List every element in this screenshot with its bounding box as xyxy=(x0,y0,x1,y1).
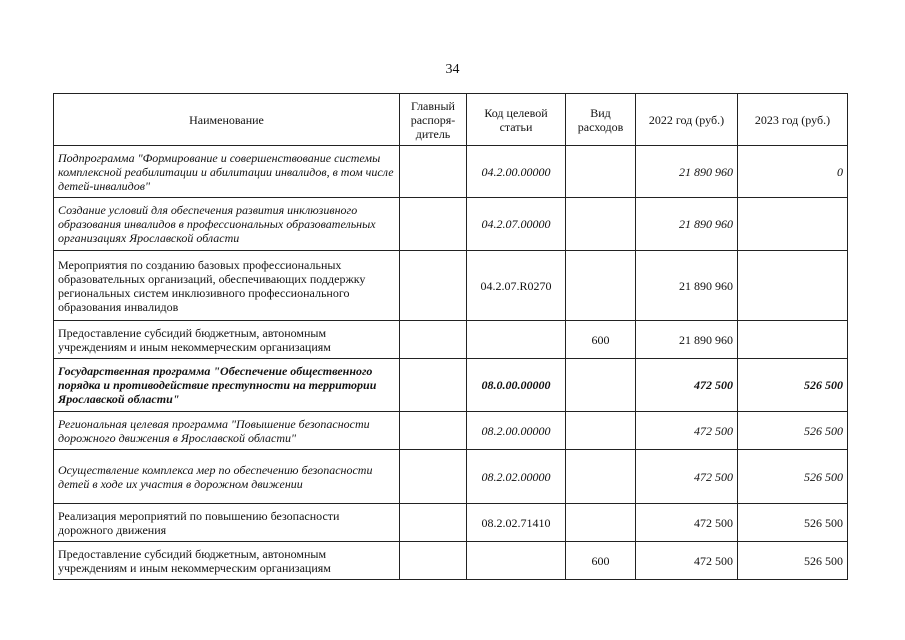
row-vid xyxy=(566,146,636,198)
header-name: Наименование xyxy=(54,94,400,146)
row-2022: 472 500 xyxy=(636,412,738,450)
row-2022: 472 500 xyxy=(636,504,738,542)
row-2023: 526 500 xyxy=(738,542,848,580)
row-name: Региональная целевая программа "Повышение безопасности дорожного движения в Ярославской области" xyxy=(54,412,400,450)
row-vid xyxy=(566,251,636,321)
table-row xyxy=(54,146,848,198)
row-code: 04.2.07.R0270 xyxy=(467,251,566,321)
row-2022: 21 890 960 xyxy=(636,321,738,359)
row-2023 xyxy=(738,321,848,359)
row-code: 08.2.00.00000 xyxy=(467,412,566,450)
row-name: Государственная программа "Обеспечение общественного порядка и противодействие преступности на территории Ярославской области" xyxy=(54,359,400,412)
row-name: Осуществление комплекса мер по обеспечению безопасности детей в ходе их участия в дорожном движении xyxy=(54,450,400,504)
row-admin xyxy=(400,450,467,504)
row-name: Подпрограмма "Формирование и совершенствование системы комплексной реабилитации и абилитации инвалидов, в том числе детей-инвалидов" xyxy=(54,146,400,198)
row-code: 08.2.02.71410 xyxy=(467,504,566,542)
header-code: Код целевой статьи xyxy=(467,94,566,146)
header-2022: 2022 год (руб.) xyxy=(636,94,738,146)
row-2022: 472 500 xyxy=(636,359,738,412)
row-code: 08.2.02.00000 xyxy=(467,450,566,504)
row-admin xyxy=(400,359,467,412)
row-admin xyxy=(400,412,467,450)
row-name: Предоставление субсидий бюджетным, автономным учреждениям и иным некоммерческим организациям xyxy=(54,542,400,580)
table-row xyxy=(54,251,848,321)
row-2022: 472 500 xyxy=(636,542,738,580)
table-row xyxy=(54,504,848,542)
row-admin xyxy=(400,504,467,542)
row-2023 xyxy=(738,198,848,251)
table-row xyxy=(54,321,848,359)
table-row xyxy=(54,542,848,580)
row-2022: 21 890 960 xyxy=(636,146,738,198)
row-name: Мероприятия по созданию базовых профессиональных образовательных организаций, обеспечивающих поддержку региональных систем инклюзивного профессионального образования инвалидов xyxy=(54,251,400,321)
table-row xyxy=(54,359,848,412)
row-2023: 526 500 xyxy=(738,450,848,504)
row-2023: 0 xyxy=(738,146,848,198)
row-vid xyxy=(566,412,636,450)
row-vid xyxy=(566,450,636,504)
row-2023 xyxy=(738,251,848,321)
header-vid: Вид расходов xyxy=(566,94,636,146)
row-admin xyxy=(400,251,467,321)
row-code: 04.2.07.00000 xyxy=(467,198,566,251)
row-2022: 21 890 960 xyxy=(636,198,738,251)
row-name: Реализация мероприятий по повышению безопасности дорожного движения xyxy=(54,504,400,542)
budget-table xyxy=(53,93,848,580)
table-header-row xyxy=(54,94,848,146)
header-2023: 2023 год (руб.) xyxy=(738,94,848,146)
page-number: 34 xyxy=(445,62,460,77)
table-row xyxy=(54,450,848,504)
table-row xyxy=(54,198,848,251)
row-vid xyxy=(566,198,636,251)
row-2023: 526 500 xyxy=(738,359,848,412)
row-admin xyxy=(400,146,467,198)
row-admin xyxy=(400,321,467,359)
row-vid: 600 xyxy=(566,542,636,580)
row-vid xyxy=(566,504,636,542)
row-admin xyxy=(400,198,467,251)
row-2023: 526 500 xyxy=(738,412,848,450)
row-name: Предоставление субсидий бюджетным, автономным учреждениям и иным некоммерческим организациям xyxy=(54,321,400,359)
row-code: 08.0.00.00000 xyxy=(467,359,566,412)
row-code: 04.2.00.00000 xyxy=(467,146,566,198)
table-row xyxy=(54,412,848,450)
row-code xyxy=(467,542,566,580)
row-2022: 472 500 xyxy=(636,450,738,504)
row-2022: 21 890 960 xyxy=(636,251,738,321)
row-admin xyxy=(400,542,467,580)
header-admin: Главный распоря-дитель xyxy=(400,94,467,146)
row-2023: 526 500 xyxy=(738,504,848,542)
row-code xyxy=(467,321,566,359)
row-name: Создание условий для обеспечения развития инклюзивного образования инвалидов в профессиональных образовательных организациях Ярославской области xyxy=(54,198,400,251)
row-vid: 600 xyxy=(566,321,636,359)
row-vid xyxy=(566,359,636,412)
